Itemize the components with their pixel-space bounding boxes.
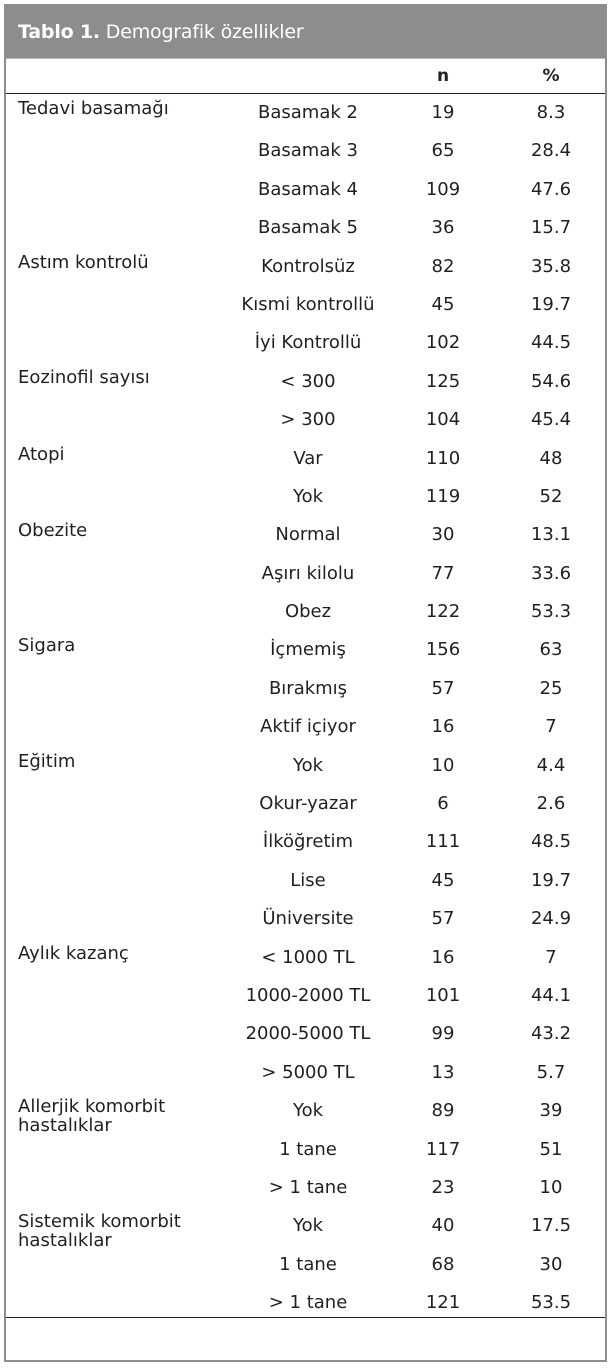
row-count: 30: [431, 524, 455, 546]
row-category: Obezite: [18, 520, 88, 542]
row-count: 10: [431, 754, 455, 776]
header-percent: %: [542, 66, 560, 86]
row-subcategory: Basamak 5: [258, 217, 358, 239]
row-subcategory: Normal: [275, 524, 341, 546]
row-percent: 63: [539, 639, 563, 661]
row-percent: 48: [539, 447, 563, 469]
row-percent: 53.5: [530, 1292, 572, 1314]
row-count: 40: [431, 1215, 455, 1237]
row-subcategory: > 300: [280, 409, 336, 431]
row-subcategory: Üniversite: [262, 908, 354, 930]
row-count: 156: [425, 639, 461, 661]
row-percent: 2.6: [536, 793, 566, 815]
table-row: [6, 401, 605, 439]
table-row: [6, 1246, 605, 1284]
row-count: 6: [437, 793, 449, 815]
row-subcategory: > 1 tane: [268, 1292, 348, 1314]
row-count: 125: [425, 370, 461, 392]
table-row: [6, 823, 605, 861]
row-count: 23: [431, 1176, 455, 1198]
row-percent: 35.8: [530, 255, 572, 277]
row-percent: 43.2: [530, 1023, 572, 1045]
row-subcategory: > 5000 TL: [261, 1061, 355, 1083]
row-subcategory: Okur-yazar: [259, 793, 357, 815]
table-row: [6, 708, 605, 746]
row-percent: 33.6: [530, 562, 572, 584]
row-count: 119: [425, 485, 461, 507]
row-count: 36: [431, 217, 455, 239]
row-percent: 25: [539, 677, 563, 699]
row-percent: 7: [545, 716, 557, 738]
row-category: Aylık kazanç: [18, 942, 129, 964]
caption-label: Tablo 1.: [18, 21, 100, 43]
row-count: 57: [431, 677, 455, 699]
row-category: Sigara: [18, 635, 76, 657]
table-body: [6, 94, 605, 1323]
row-subcategory: Yok: [292, 754, 324, 776]
row-subcategory: < 1000 TL: [261, 946, 355, 968]
table-footer: [6, 1317, 605, 1360]
row-subcategory: 1000-2000 TL: [245, 984, 371, 1006]
table-row: [6, 94, 605, 132]
row-subcategory: Basamak 3: [258, 140, 358, 162]
table-row: [6, 209, 605, 247]
row-count: 16: [431, 716, 455, 738]
table-row: [6, 862, 605, 900]
table-row: [6, 977, 605, 1015]
row-subcategory: Yok: [292, 485, 324, 507]
row-subcategory: Yok: [292, 1100, 324, 1122]
header-n: n: [436, 66, 450, 86]
row-percent: 28.4: [530, 140, 572, 162]
table-row: [6, 324, 605, 362]
row-count: 110: [425, 447, 461, 469]
row-category: Astım kontrolü: [18, 251, 149, 273]
row-percent: 13.1: [530, 524, 572, 546]
table-row: [6, 516, 605, 554]
table-header-row: [6, 58, 605, 94]
row-subcategory: Lise: [290, 869, 326, 891]
row-count: 89: [431, 1100, 455, 1122]
row-category: Eğitim: [18, 750, 76, 772]
row-count: 68: [431, 1253, 455, 1275]
row-percent: 4.4: [536, 754, 566, 776]
row-percent: 10: [539, 1176, 563, 1198]
table-row: [6, 785, 605, 823]
table-row: [6, 747, 605, 785]
row-category: Tedavi basamağı: [18, 98, 169, 119]
table-row: [6, 1092, 605, 1137]
row-percent: 52: [539, 485, 563, 507]
row-percent: 53.3: [530, 601, 572, 623]
table-row: [6, 593, 605, 631]
row-percent: 44.1: [530, 984, 572, 1006]
table-row: [6, 248, 605, 286]
row-category: Allerjik komorbit hastalıklar: [18, 1096, 166, 1137]
row-subcategory: 2000-5000 TL: [245, 1023, 371, 1045]
row-percent: 44.5: [530, 332, 572, 354]
table-row: [6, 670, 605, 708]
row-count: 45: [431, 293, 455, 315]
row-percent: 45.4: [530, 409, 572, 431]
row-percent: 7: [545, 946, 557, 968]
row-percent: 15.7: [530, 217, 572, 239]
row-category: Atopi: [18, 443, 65, 465]
row-subcategory: Bırakmış: [268, 677, 348, 699]
row-count: 16: [431, 946, 455, 968]
row-subcategory: < 300: [280, 370, 336, 392]
table-row: [6, 132, 605, 170]
row-count: 99: [431, 1023, 455, 1045]
row-count: 101: [425, 984, 461, 1006]
row-percent: 47.6: [530, 178, 572, 200]
row-count: 13: [431, 1061, 455, 1083]
row-subcategory: 1 tane: [279, 1138, 337, 1160]
row-subcategory: İlköğretim: [262, 831, 354, 853]
table-row: [6, 478, 605, 516]
row-count: 57: [431, 908, 455, 930]
row-count: 77: [431, 562, 455, 584]
row-subcategory: Basamak 4: [258, 178, 358, 200]
row-count: 104: [425, 409, 461, 431]
row-percent: 51: [539, 1138, 563, 1160]
row-category: Eozinofil sayısı: [18, 366, 150, 388]
row-percent: 17.5: [530, 1215, 572, 1237]
row-percent: 39: [539, 1100, 563, 1122]
row-subcategory: Aktif içiyor: [260, 716, 356, 738]
row-count: 122: [425, 601, 461, 623]
row-percent: 5.7: [536, 1061, 566, 1083]
row-subcategory: Kısmi kontrollü: [241, 293, 375, 315]
table-row: [6, 900, 605, 938]
table-row: [6, 171, 605, 209]
row-subcategory: Aşırı kilolu: [261, 562, 355, 584]
table-row: [6, 1131, 605, 1169]
row-category: Sistemik komorbit hastalıklar: [18, 1211, 181, 1252]
table-frame: [4, 4, 607, 1362]
row-count: 65: [431, 140, 455, 162]
table-row: [6, 363, 605, 401]
table-row: [6, 555, 605, 593]
row-percent: 8.3: [536, 102, 566, 123]
caption-title: Demografik özellikler: [105, 21, 304, 43]
row-count: 117: [425, 1138, 461, 1160]
row-percent: 19.7: [530, 869, 572, 891]
table-row: [6, 440, 605, 478]
row-percent: 24.9: [530, 908, 572, 930]
row-count: 109: [425, 178, 461, 200]
table-row: [6, 1207, 605, 1252]
table-row: [6, 286, 605, 324]
row-subcategory: Basamak 2: [258, 102, 358, 123]
table-row: [6, 939, 605, 977]
table-caption: [6, 6, 605, 58]
row-subcategory: Var: [293, 447, 323, 469]
table-row: [6, 1015, 605, 1053]
row-percent: 30: [539, 1253, 563, 1275]
table-row: [6, 1054, 605, 1092]
row-subcategory: Kontrolsüz: [261, 255, 355, 277]
row-percent: 48.5: [530, 831, 572, 853]
row-count: 19: [431, 102, 455, 123]
row-subcategory: İçmemiş: [270, 639, 346, 661]
row-percent: 19.7: [530, 293, 572, 315]
table-row: [6, 631, 605, 669]
row-subcategory: > 1 tane: [268, 1176, 348, 1198]
row-percent: 54.6: [530, 370, 572, 392]
row-count: 45: [431, 869, 455, 891]
row-subcategory: Obez: [284, 601, 332, 623]
row-subcategory: Yok: [292, 1215, 324, 1237]
row-subcategory: İyi Kontrollü: [254, 332, 362, 354]
row-count: 82: [431, 255, 455, 277]
row-subcategory: 1 tane: [279, 1253, 337, 1275]
row-count: 121: [425, 1292, 461, 1314]
row-count: 111: [425, 831, 461, 853]
row-count: 102: [425, 332, 461, 354]
table-row: [6, 1169, 605, 1207]
